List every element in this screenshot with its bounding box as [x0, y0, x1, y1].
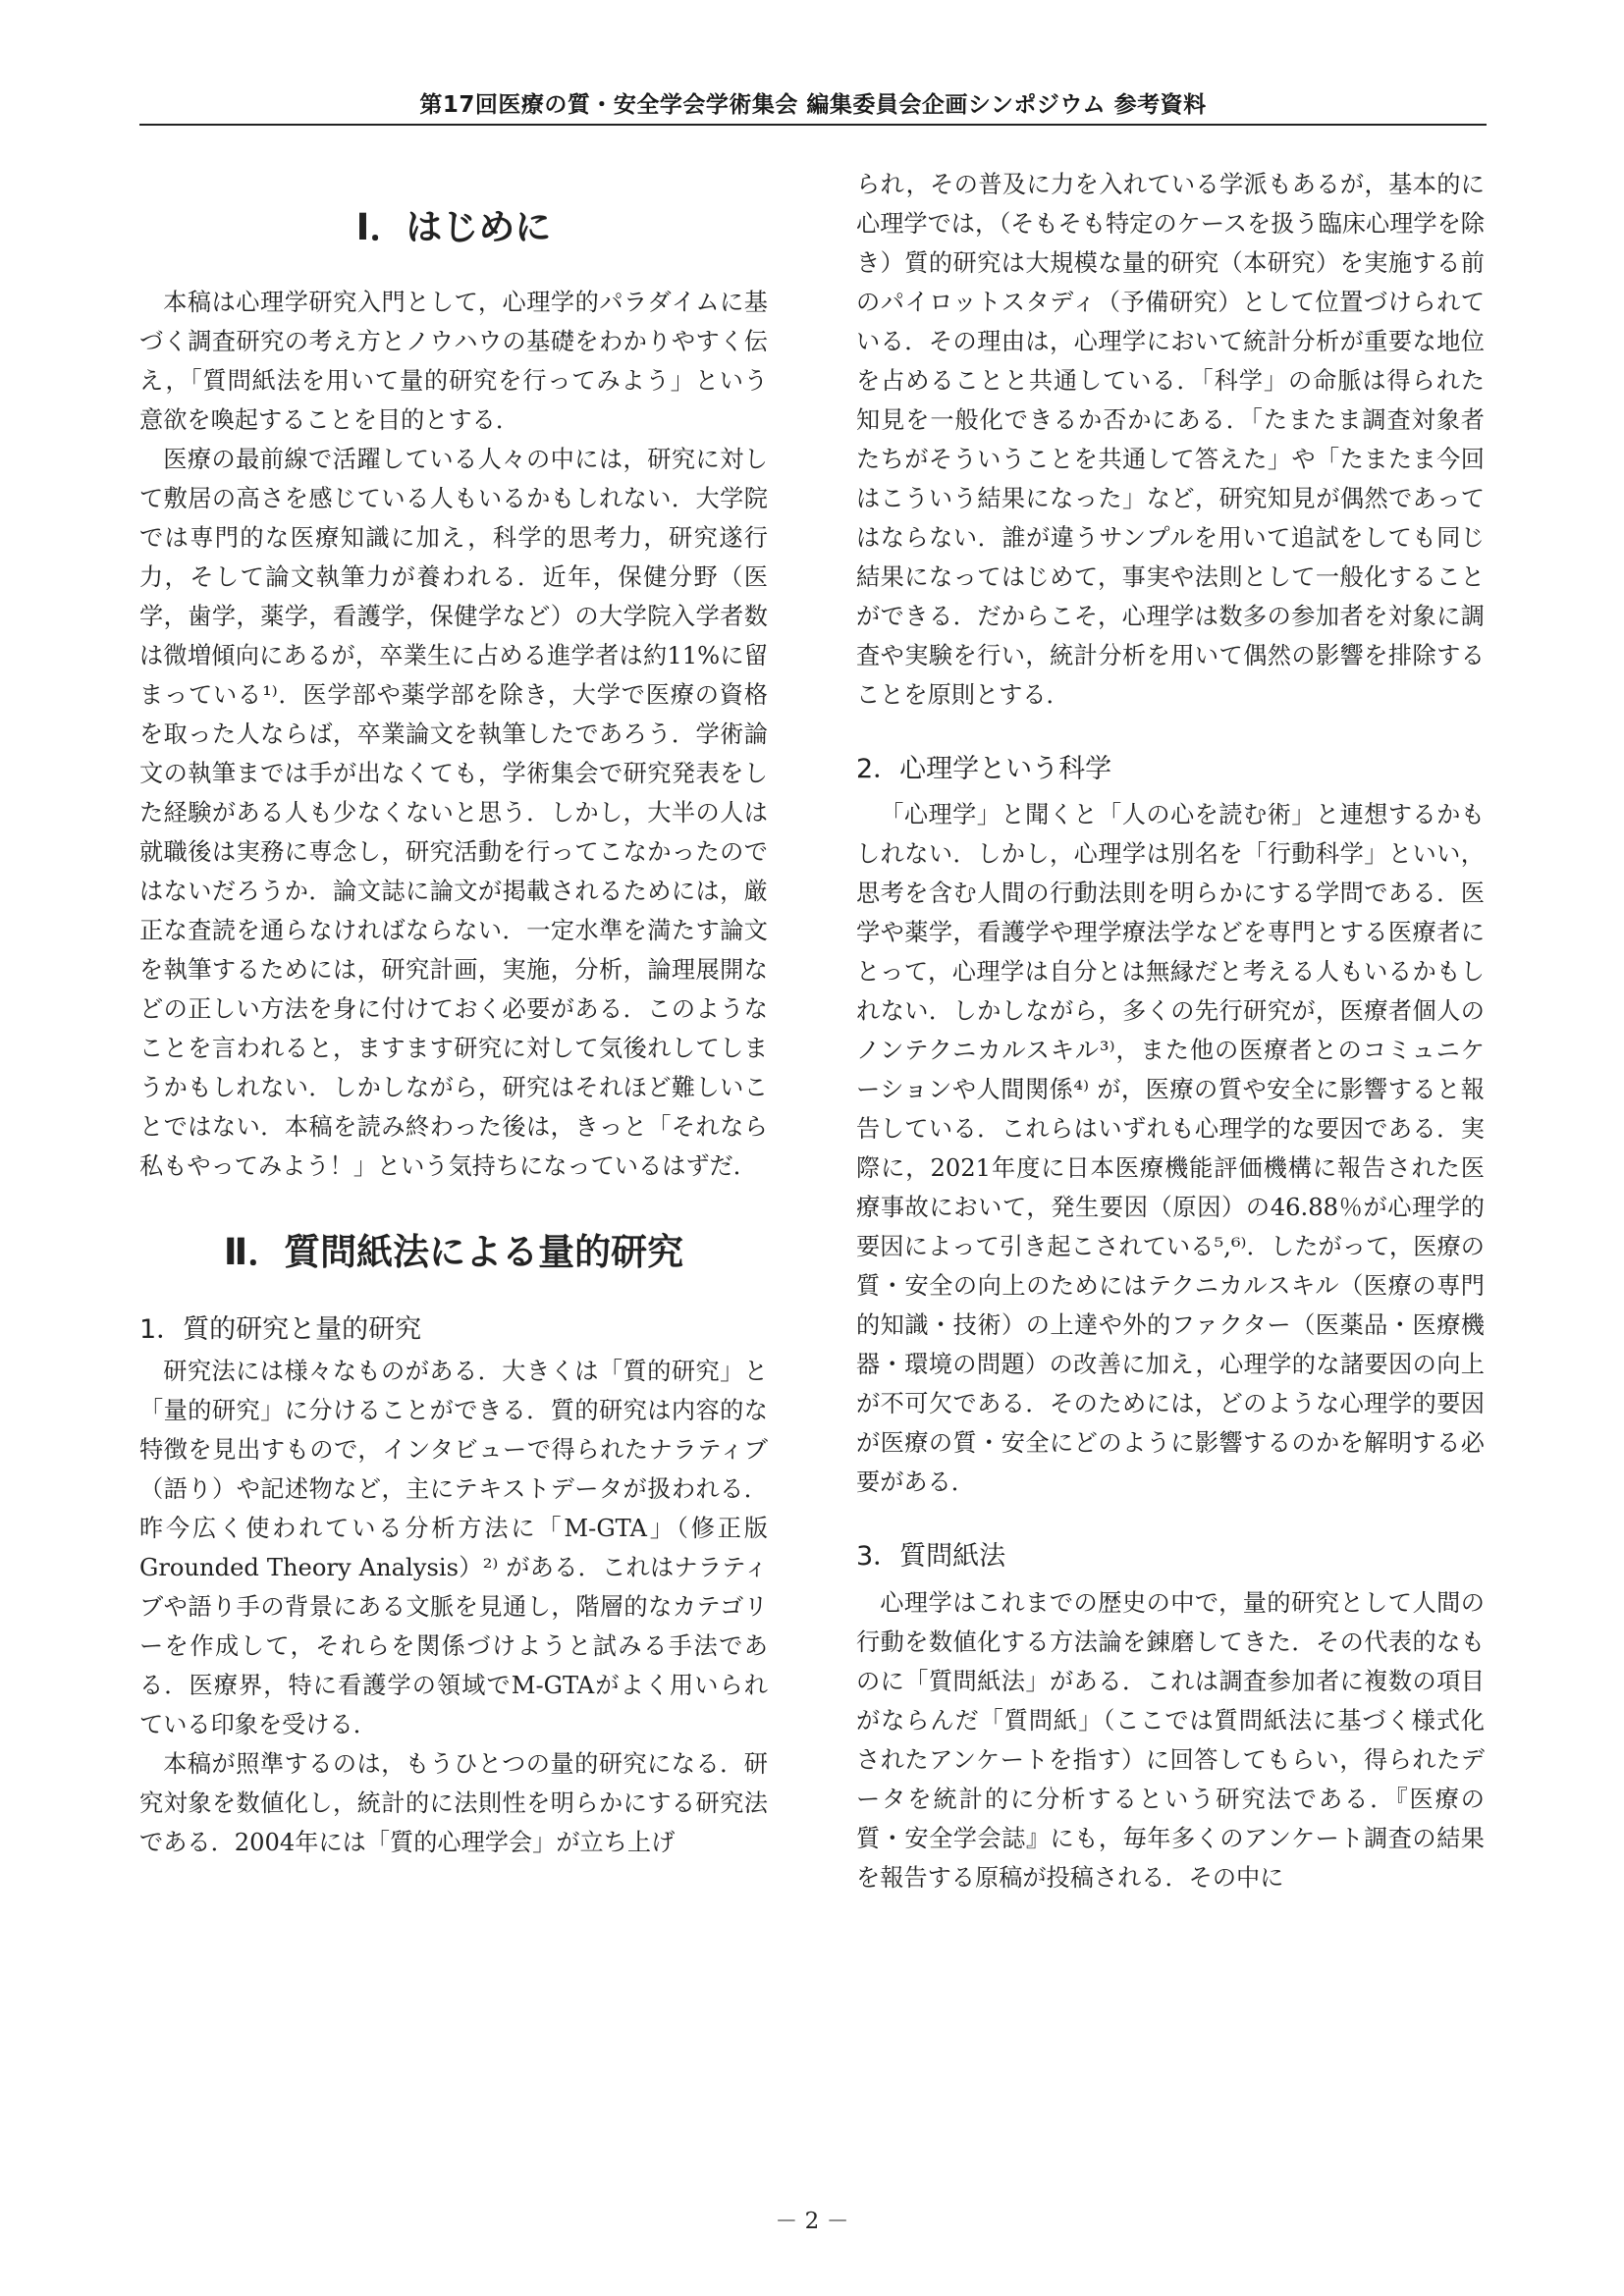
section-1-title: 1．質的研究と量的研究	[139, 1313, 422, 1345]
chapter-1-paragraph-2: 医療の最前線で活躍している人々の中には，研究に対して敷居の高さを感じている人もいるかもしれない．大学院では専門的な医療知識に加え，科学的思考力，研究遂行力，そして論文執筆力が養われる．近年，保健分野（医学，歯学，薬学，看護学，保健学など）の大学院入学者数は微増傾向にあるが，卒業生に占める進学者は約11%に留まっている¹⁾．医学部や薬学部を除き，大学で医療の資格を取った人ならば，卒業論文を執筆したであろう．学術論文の執筆までは手が出なくても，学術集会で研究発表をした経験がある人も少なくないと思う．しかし，大半の人は就職後は実務に専念し，研究活動を行ってこなかったのではないだろうか．論文誌に論文が掲載されるためには，厳正な査読を通らなければならない．一定水準を満たす論文を執筆するためには，研究計画，実施，分析，論理展開などの正しい方法を身に付けておく必要がある．このようなことを言われると，ますます研究に対して気後れしてしまうかもしれない．しかしながら，研究はそれほど難しいことではない．本稿を読み終わった後は，きっと「それなら私もやってみよう！」という気持ちになっているはずだ．	[139, 446, 768, 1181]
chapter-1-title: Ⅰ．はじめに	[355, 206, 552, 248]
running-header: 第17回医療の質・安全学会学術集会 編集委員会企画シンポジウム 参考資料	[419, 92, 1207, 118]
section-1-paragraph-1: 研究法には様々なものがある．大きくは「質的研究」と「量的研究」に分けることができる．質的研究は内容的な特徴を見出すもので，インタビューで得られたナラティブ（語り）や記述物など，主にテキストデータが扱われる．昨今広く使われている分析方法に「M-GTA」（修正版Grounded Theory Analysis）²⁾ がある．これはナラティブや語り手の背景にある文脈を見通し，階層的なカテゴリーを作成して，それらを関係づけようと試みる手法である．医療界，特に看護学の領域でM-GTAがよく用いられている印象を受ける．	[139, 1358, 768, 1739]
chapter-1-paragraph-1: 本稿は心理学研究入門として，心理学的パラダイムに基づく調査研究の考え方とノウハウの基礎をわかりやすく伝え，「質問紙法を用いて量的研究を行ってみよう」という意欲を喚起することを目的とする．	[139, 289, 768, 435]
section-3-paragraph-1: 心理学はこれまでの歴史の中で，量的研究として人間の行動を数値化する方法論を錬磨してきた．その代表的なものに「質問紙法」がある．これは調査参加者に複数の項目がならんだ「質問紙」（ここでは質問紙法に基づく様式化されたアンケートを指す）に回答してもらい，得られたデータを統計的に分析するという研究法である．『医療の質・安全学会誌』にも，毎年多くのアンケート調査の結果を報告する原稿が投稿される．その中に	[856, 1588, 1485, 1892]
page-number: － 2 －	[775, 2209, 849, 2234]
left-column	[139, 165, 768, 1862]
section-2-title: 2．心理学という科学	[856, 754, 1112, 784]
section-3-title: 3．質問紙法	[856, 1541, 1006, 1573]
chapter-2-title: Ⅱ．質問紙法による量的研究	[223, 1231, 684, 1274]
section-1-continuation: られ，その普及に力を入れている学派もあるが，基本的に心理学では，（そもそも特定のケースを扱う臨床心理学を除き）質的研究は大規模な量的研究（本研究）を実施する前のパイロットスタディ（予備研究）として位置づけられている．その理由は，心理学において統計分析が重要な地位を占めることと共通している．「科学」の命脈は得られた知見を一般化できるか否かにある．「たまたま調査対象者たちがそういうことを共通して答えた」や「たまたま今回はこういう結果になった」など，研究知見が偶然であってはならない．誰が違うサンプルを用いて追試をしても同じ結果になってはじめて，事実や法則として一般化することができる．だからこそ，心理学は数多の参加者を対象に調査や実験を行い，統計分析を用いて偶然の影響を排除することを原則とする．	[856, 171, 1485, 709]
header-rule	[139, 124, 1487, 126]
section-2-paragraph-1: 「心理学」と聞くと「人の心を読む術」と連想するかもしれない．しかし，心理学は別名を「行動科学」といい，思考を含む人間の行動法則を明らかにする学問である．医学や薬学，看護学や理学療法学などを専門とする医療者にとって，心理学は自分とは無縁だと考える人もいるかもしれない．しかしながら，多くの先行研究が，医療者個人のノンテクニカルスキル³⁾，また他の医療者とのコミュニケーションや人間関係⁴⁾ が，医療の質や安全に影響すると報告している．これらはいずれも心理学的な要因である．実際に，2021年度に日本医療機能評価機構に報告された医療事故において，発生要因（原因）の46.88％が心理学的要因によって引き起こされている⁵,⁶⁾．したがって，医療の質・安全の向上のためにはテクニカルスキル（医療の専門的知識・技術）の上達や外的ファクター（医薬品・医療機器・環境の問題）の改善に加え，心理学的な諸要因の向上が不可欠である．そのためには，どのような心理学的要因が医療の質・安全にどのように影響するのかを解明する必要がある．	[856, 801, 1485, 1497]
right-column	[856, 165, 1485, 1897]
section-1-paragraph-2: 本稿が照準するのは，もうひとつの量的研究になる．研究対象を数値化し，統計的に法則性を明らかにする研究法である．2004年には「質的心理学会」が立ち上げ	[139, 1750, 768, 1857]
